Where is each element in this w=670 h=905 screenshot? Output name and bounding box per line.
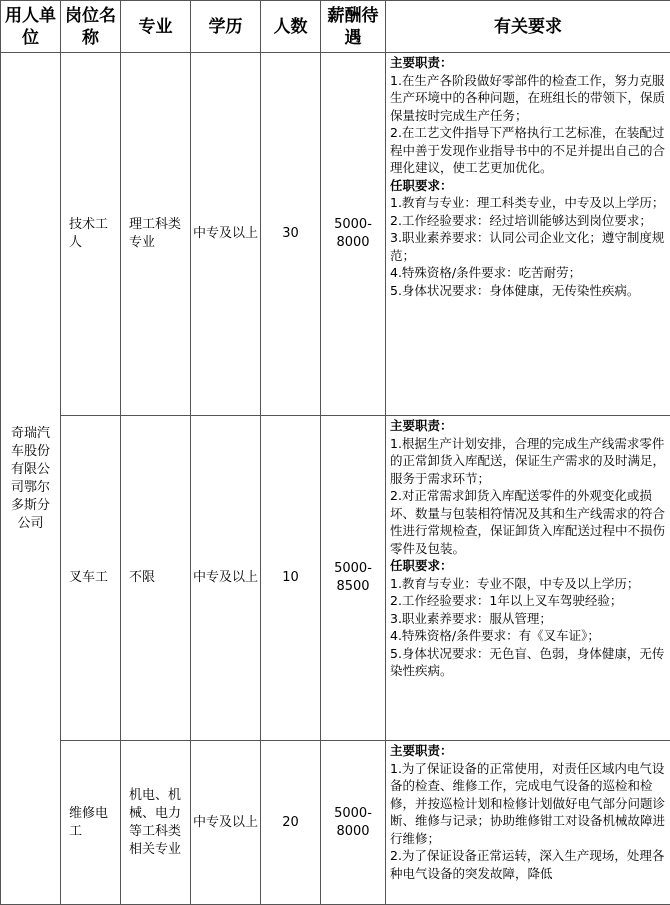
header-major: 专业 [121, 1, 191, 53]
qual-item: 3.职业素养要求：服从管理； [390, 610, 666, 628]
major-cell: 机电、机械、电力等工科类相关专业 [121, 741, 191, 905]
major-cell: 理工科类专业 [121, 53, 191, 416]
duty-item: 2.对正常需求卸货入库配送零件的外观变化或损坏、数量与包装相符情况及其和生产线需求的符合性进行常规检查，保证卸货入库配送过程中不损伤零件及包装。 [390, 487, 666, 557]
qual-item: 5.身体状况要求：身体健康，无传染性疾病。 [390, 282, 666, 300]
header-requirements: 有关要求 [386, 1, 670, 53]
duty-item: 1.在生产各阶段做好零部件的检查工作，努力克服生产环境中的各种问题，在班组长的带领下，保质保量按时完成生产任务； [390, 72, 666, 125]
major-cell: 不限 [121, 416, 191, 741]
header-salary: 薪酬待遇 [321, 1, 386, 53]
duty-item: 2.在工艺文件指导下严格执行工艺标准，在装配过程中善于发现作业指导书中的不足并提出自己的合理化建议，使工艺更加优化。 [390, 124, 666, 177]
table-row [1, 741, 670, 905]
company-name: 奇瑞汽车股份有限公司鄂尔多斯分公司 [1, 53, 61, 905]
salary-cell: 5000-8500 [321, 416, 386, 741]
quals-heading: 任职要求： [390, 177, 666, 195]
requirements-cell [386, 416, 670, 741]
qual-item: 4.特殊资格/条件要求：吃苦耐劳； [390, 264, 666, 282]
header-count: 人数 [261, 1, 321, 53]
duty-item: 2.为了保证设备正常运转，深入生产现场，处理各种电气设备的突发故障，降低 [390, 847, 666, 882]
position-name: 叉车工 [61, 416, 121, 741]
duties-heading: 主要职责： [390, 417, 666, 435]
qual-item: 1.教育与专业：专业不限，中专及以上学历； [390, 575, 666, 593]
duties-heading: 主要职责： [390, 742, 666, 760]
header-row [1, 1, 670, 53]
education-cell: 中专及以上 [191, 741, 261, 905]
education-cell: 中专及以上 [191, 416, 261, 741]
qual-item: 3.职业素养要求：认同公司企业文化；遵守制度规范； [390, 229, 666, 264]
salary-cell: 5000-8000 [321, 741, 386, 905]
duty-item: 1.根据生产计划安排，合理的完成生产线需求零件的正常卸货入库配送，保证生产需求的及时满足，服务于需求环节； [390, 435, 666, 488]
qual-item: 4.特殊资格/条件要求：有《叉车证》； [390, 627, 666, 645]
qual-item: 2.工作经验要求：1年以上叉车驾驶经验； [390, 592, 666, 610]
table-row [1, 53, 670, 416]
table-row [1, 416, 670, 741]
count-cell: 20 [261, 741, 321, 905]
salary-cell: 5000-8000 [321, 53, 386, 416]
qual-item: 5.身体状况要求：无色盲、色弱，身体健康，无传染性疾病。 [390, 645, 666, 680]
qual-item: 2.工作经验要求：经过培训能够达到岗位要求； [390, 212, 666, 230]
requirements-cell [386, 741, 670, 905]
header-position: 岗位名称 [61, 1, 121, 53]
qual-item: 1.教育与专业：理工科类专业，中专及以上学历； [390, 194, 666, 212]
count-cell: 30 [261, 53, 321, 416]
requirements-cell [386, 53, 670, 416]
count-cell: 10 [261, 416, 321, 741]
position-name: 技术工人 [61, 53, 121, 416]
position-name: 维修电工 [61, 741, 121, 905]
header-education: 学历 [191, 1, 261, 53]
quals-heading: 任职要求： [390, 557, 666, 575]
education-cell: 中专及以上 [191, 53, 261, 416]
duties-heading: 主要职责： [390, 54, 666, 72]
header-unit: 用人单位 [1, 1, 61, 53]
duty-item: 1.为了保证设备的正常使用，对责任区域内电气设备的检查、维修工作，完成电气设备的巡检和检修，并按巡检计划和检修计划做好电气部分问题诊断、维修与记录；协助维修钳工对设备机械故障进行维修； [390, 760, 666, 848]
